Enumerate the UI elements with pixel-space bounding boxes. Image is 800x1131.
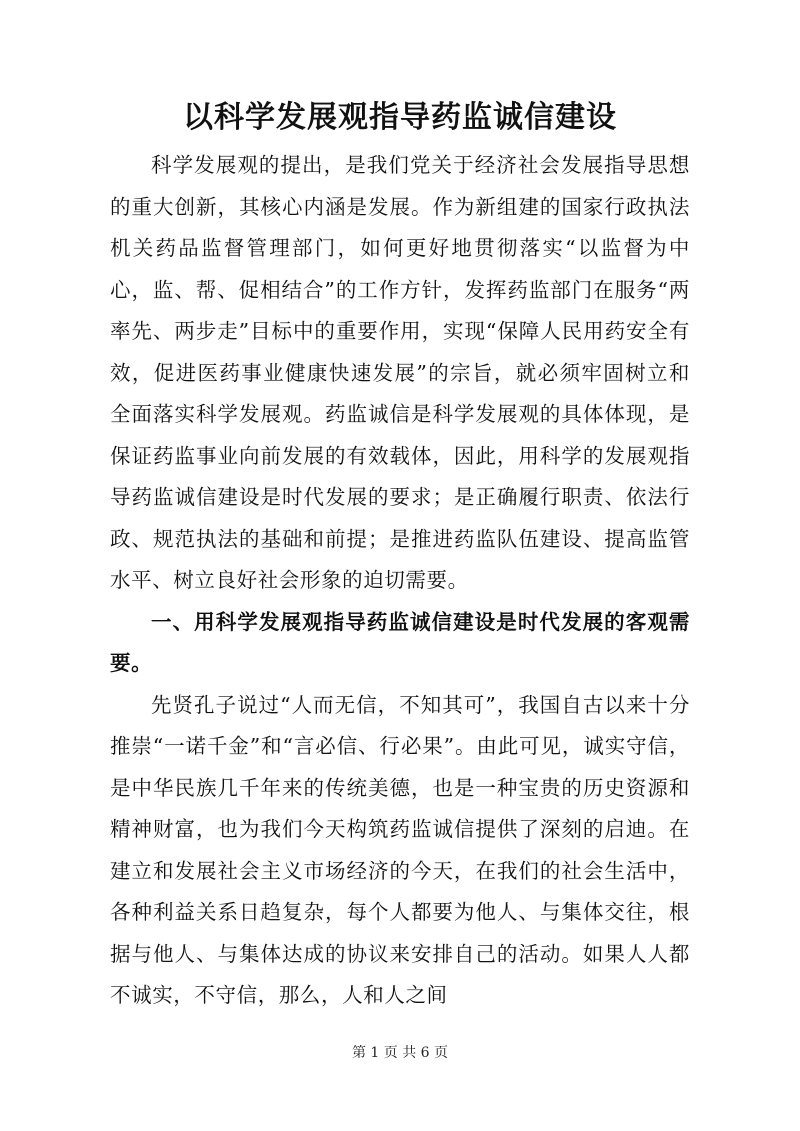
page-footer: 第 1 页 共 6 页 xyxy=(351,1045,449,1061)
section-heading: 一、用科学发展观指导药监诚信建设是时代发展的客观需要。 xyxy=(110,609,690,675)
document-title: 以科学发展观指导药监诚信建设 xyxy=(183,100,617,135)
intro-paragraph: 科学发展观的提出，是我们党关于经济社会发展指导思想的重大创新，其核心内涵是发展。作为新组建的国家行政执法机关药品监督管理部门，如何更好地贯彻落实“以监督为中心，监、帮、促相结合”的工作方针，发挥药监部门在服务“两率先、两步走”目标中的重要作用，实现“保障人民用药安全有效，促进医药事业健康快速发展”的宗旨，就必须牢固树立和全面落实科学发展观。药监诚信是科学发展观的具体体现，是保证药监事业向前发展的有效载体，因此，用科学的发展观指导药监诚信建设是时代发展的要求；是正确履行职责、依法行政、规范执法的基础和前提；是推进药监队伍建设、提高监管水平、树立良好社会形象的迫切需要。 xyxy=(110,153,690,592)
section-paragraph: 先贤孔子说过“人而无信，不知其可”，我国自古以来十分推崇“一诺千金”和“言必信、行必果”。由此可见，诚实守信，是中华民族几千年来的传统美德，也是一种宝贵的历史资源和精神财富，也为我们今天构筑药监诚信提供了深刻的启迪。在建立和发展社会主义市场经济的今天，在我们的社会生活中，各种利益关系日趋复杂，每个人都要为他人、与集体交往，根据与他人、与集体达成的协议来安排自己的活动。如果人人都不诚实，不守信，那么，人和人之间 xyxy=(110,692,690,1007)
document-body xyxy=(110,145,690,1017)
